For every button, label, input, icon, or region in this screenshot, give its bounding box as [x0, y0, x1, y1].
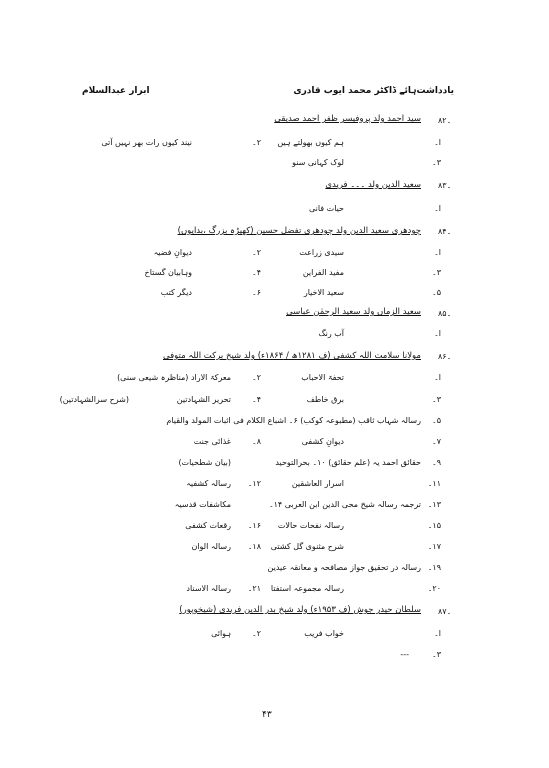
list-item-note: (شرح سرالشہادتین): [59, 395, 129, 404]
item-marker: ۲۔: [252, 138, 261, 147]
list-item: غذائی جنت: [193, 437, 231, 446]
section-number: ۔۸۳: [438, 181, 452, 190]
item-marker: ۱۶۔: [247, 521, 261, 530]
list-item: رسالہ در تحقیق جواز مصافحہ و معانقہ عیدین: [267, 563, 421, 572]
list-item: رسالہ شہاب ثاقب (مطبوعہ کوکب) ۶۔ اشباع الکلام فی اثبات المولد والقیام: [166, 416, 421, 425]
list-item-note: (بیان شطحیات): [178, 458, 231, 467]
section-heading: سعید الدین ولد ۔۔۔ فریدی: [325, 180, 421, 190]
item-marker: ۴۔: [252, 395, 261, 404]
section-number: ۔۸۲: [438, 116, 452, 125]
section-heading: سید احمد ولد پروفیسر ظفر احمد صدیقی: [274, 114, 421, 124]
list-item: آب رنگ: [318, 329, 344, 338]
list-item: ترجمہ رسالہ شیخ محی الدین ابن العربی ۱۴۔: [268, 500, 421, 509]
section-number: ۔۸۵: [438, 309, 452, 318]
list-item: تحریر الشہادتین: [176, 395, 231, 404]
list-item: رسالہ الاسناد: [186, 584, 231, 593]
list-item: رسالہ الوان: [191, 542, 231, 551]
item-marker: ۱۷۔: [427, 542, 441, 551]
section-number: ۔۸۷: [438, 607, 452, 616]
item-marker: ۷۔: [432, 437, 441, 446]
list-item: معرکۃ الاراد (مناظرہ شیعی سنی): [117, 373, 231, 382]
item-marker: ۲۔: [252, 373, 261, 382]
list-item: رسالہ نفحات حالات: [277, 521, 344, 530]
item-marker: ۲۔: [252, 248, 261, 257]
item-marker: ا۔: [434, 248, 441, 257]
item-marker: ۳۔: [432, 395, 441, 404]
item-marker: ۱۹۔: [427, 563, 441, 572]
list-item: مفید الفراین: [302, 268, 344, 277]
section-heading: چودھری سعید الدین ولد چودھری تفضل حسین (کھیڑہ بزرگ ،بدایوں): [177, 226, 421, 236]
item-marker: ۲۰۔: [427, 584, 441, 593]
list-item: وہابیان گستاخ: [144, 268, 192, 277]
list-item: ہم کیوں بھولتے ہیں: [277, 138, 344, 147]
item-marker: ۱۲۔: [247, 479, 261, 488]
header-title: یادداشت‌ہائے ڈاکٹر محمد ایوب قادری: [293, 86, 454, 96]
section-heading: مولانا سلامت اللہ کشفی (ف ۱۲۸۱ھ / ۱۸۶۴ء) ولد شیخ برکت اللہ متوفی: [163, 351, 421, 361]
list-item: رقعات کشفی: [185, 521, 231, 530]
item-marker: ۱۳۔: [427, 500, 441, 509]
item-marker: ا۔: [434, 329, 441, 338]
list-item: اسرار العاشقین: [291, 479, 344, 488]
list-item: حقائق احمد یہ (علم حقائق) ۱۰۔ بحرالتوحید: [275, 458, 421, 467]
list-item: شرح مثنوی گل کشتی: [270, 542, 344, 551]
list-item: لوک کہانی سنو: [292, 158, 344, 167]
section-heading: سعید الزماں ولد سعید الرحمٰن عباسی: [286, 307, 421, 317]
item-marker: ۶۔: [252, 288, 261, 297]
list-item: رسالہ کشفیہ: [186, 479, 231, 488]
list-item: رسالہ مجموعہ استفتا: [270, 584, 344, 593]
list-item: سعید الاخیار: [303, 288, 344, 297]
list-item: دیگر کتب: [160, 288, 192, 297]
page-number: ۴۳: [262, 710, 272, 720]
list-item: نیند کیوں رات بھر نہیں آتی: [101, 138, 192, 147]
item-marker: ا۔: [434, 204, 441, 213]
item-marker: ۳۔: [432, 650, 441, 659]
item-marker: ا۔: [434, 138, 441, 147]
section-heading: سلطان حیدر جوش (ف ۱۹۵۳ء) ولد شیخ بدر الدین فریدی (شیخوپور): [179, 605, 421, 615]
list-item: دیوانِ فضیہ: [153, 248, 192, 257]
item-marker: ۵۔: [432, 416, 441, 425]
item-marker: ۲۔: [252, 629, 261, 638]
item-marker: ا۔: [434, 373, 441, 382]
header-author: ابرار عبدالسلام: [82, 86, 150, 96]
item-marker: ۹۔: [432, 458, 441, 467]
item-marker: ۱۵۔: [427, 521, 441, 530]
item-marker: ۸۔: [252, 437, 261, 446]
list-item: برق خاطف: [306, 395, 344, 404]
list-item: تحفۃ الاحباب: [301, 373, 344, 382]
item-marker: ۵۔: [432, 288, 441, 297]
list-item: حیات فانی: [308, 204, 344, 213]
item-marker: ۱۱۔: [427, 479, 441, 488]
item-marker: ۱۸۔: [247, 542, 261, 551]
item-marker: ۴۔: [252, 268, 261, 277]
item-marker: ا۔: [434, 629, 441, 638]
list-item: دیوانِ کشفی: [301, 437, 344, 446]
list-item: سیدی زراعت: [299, 248, 344, 257]
list-item: ہوائی: [211, 629, 231, 638]
list-item: مکاشفات قدسیہ: [174, 500, 231, 509]
list-item: خواب فریب: [304, 629, 344, 638]
list-item: ---: [400, 650, 409, 659]
item-marker: ۳۔: [432, 268, 441, 277]
section-number: ۔۸۶: [438, 352, 452, 361]
item-marker: ۲۱۔: [247, 584, 261, 593]
item-marker: ۳۔: [432, 158, 441, 167]
section-number: ۔۸۴: [438, 227, 452, 236]
